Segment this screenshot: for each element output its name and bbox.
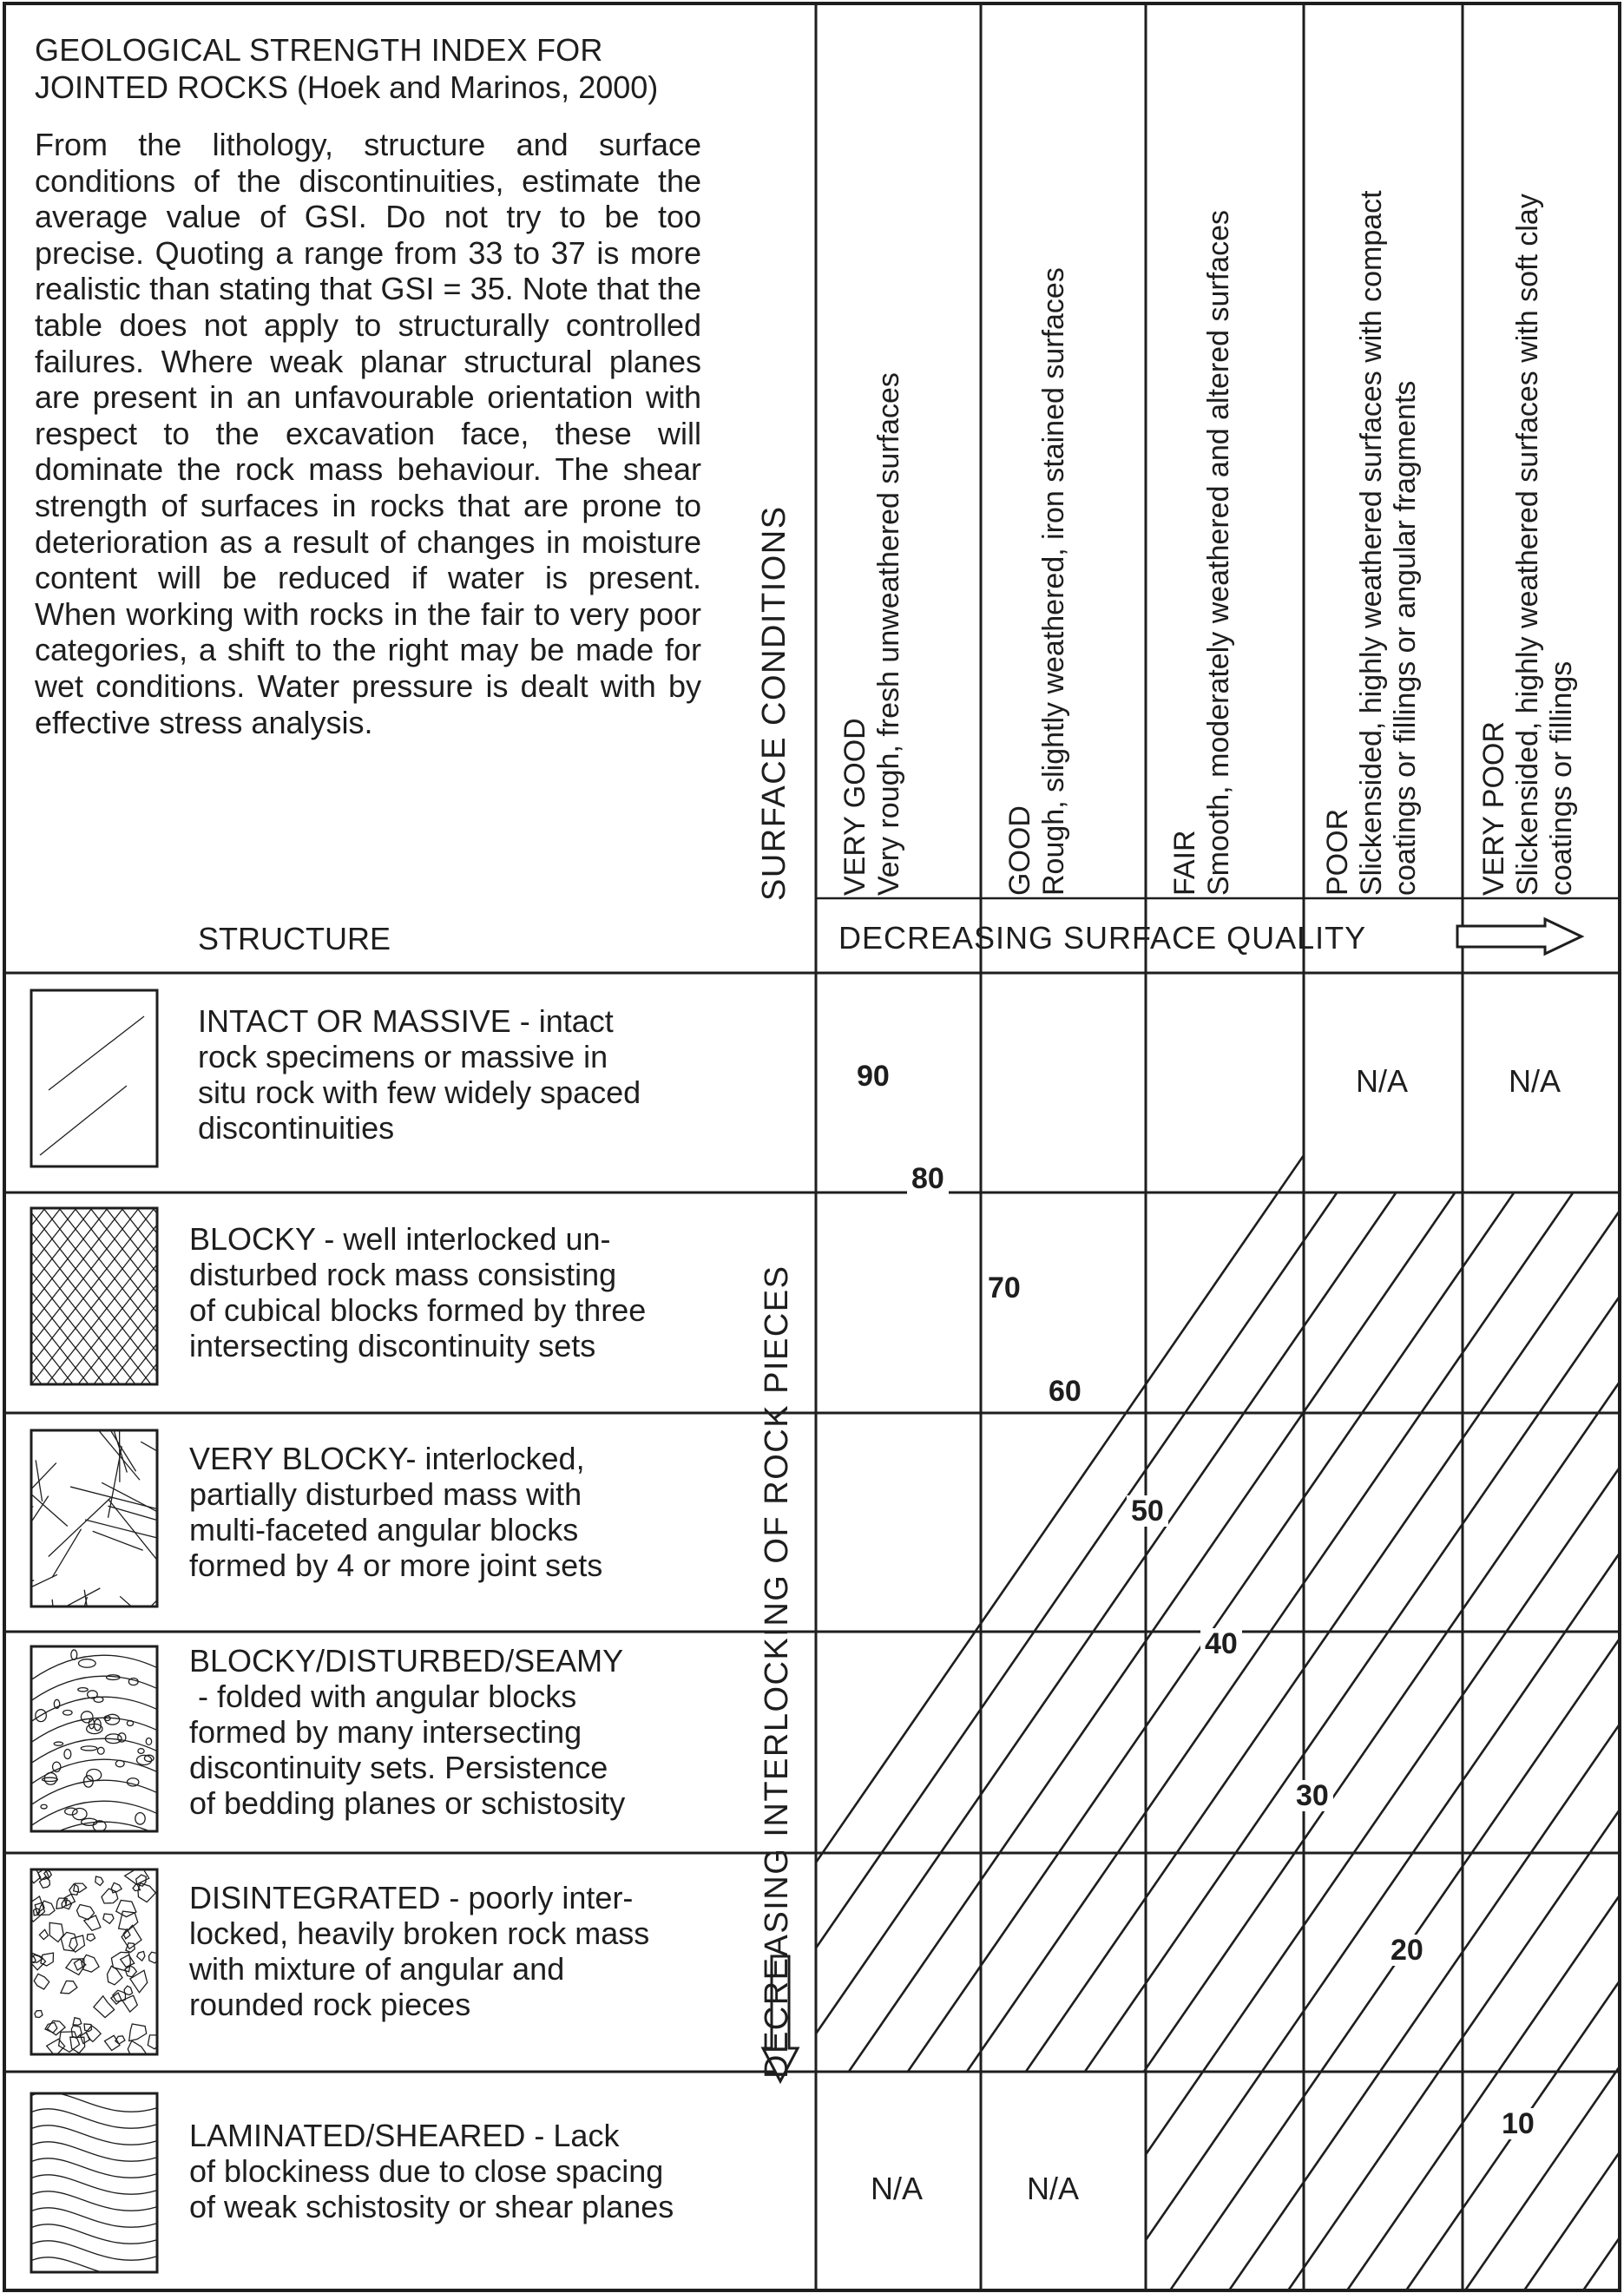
seamy-block: [41, 1804, 47, 1809]
structure-intact-line-2: rock specimens or massive in: [198, 1039, 608, 1074]
gsi-contour-60: 60: [1044, 1376, 1086, 1407]
right-arrow-icon: [1457, 919, 1581, 954]
seamy-block: [128, 1678, 138, 1685]
blocky-joint-line: [16, 1208, 155, 1384]
structure-laminated-line-1: LAMINATED/SHEARED - Lack: [189, 2118, 620, 2153]
structure-laminated-sheared: [189, 2118, 674, 2224]
seamy-block: [63, 1710, 72, 1715]
gsi-contour-80: 80: [907, 1163, 949, 1194]
disintegrated-fragment: [121, 1955, 135, 1967]
blocky-joint-line: [59, 1208, 198, 1384]
seamy-fold-line: [27, 1738, 161, 1766]
blocky-joint-line: [0, 1208, 89, 1384]
structure-thumbnail-5: [23, 1866, 161, 2059]
blocky-joint-line: [0, 1208, 139, 1384]
disintegrated-fragment: [61, 1981, 77, 1994]
disintegrated-fragment: [137, 1951, 145, 1961]
column-fair-desc: Smooth, moderately weathered and altered surfaces: [1202, 209, 1235, 896]
structure-seamy-line-5: of bedding planes or schistosity: [189, 1785, 626, 1821]
blocky-joint-line: [47, 1208, 186, 1384]
title-jointed-rocks: JOINTED ROCKS: [35, 69, 289, 105]
gsi-contour-10: 10: [1497, 2108, 1539, 2139]
column-fair-category: FAIR: [1168, 830, 1201, 896]
structure-very-blocky-line-2: partially disturbed mass with: [189, 1476, 582, 1512]
seamy-block: [78, 1688, 88, 1692]
structure-blocky-disturbed-seamy: [189, 1643, 625, 1821]
disintegrated-fragment: [103, 1914, 114, 1923]
disintegrated-fragment: [39, 1929, 48, 1939]
column-very-good: [838, 372, 906, 896]
seamy-block: [64, 1749, 71, 1758]
disintegrated-fragment: [87, 2026, 102, 2042]
very-blocky-joint-line: [49, 1498, 111, 1557]
thumbnail-pattern: [27, 1650, 161, 1850]
thumbnail-frame: [31, 990, 157, 1166]
disintegrated-fragment: [124, 1986, 132, 1994]
structure-thumbnails: [0, 990, 404, 2293]
structure-seamy-line-1: BLOCKY/DISTURBED/SEAMY: [189, 1643, 624, 1679]
disintegrated-fragment: [129, 2024, 147, 2041]
very-blocky-joint-line: [0, 1574, 57, 1622]
structure-seamy-line-4: discontinuity sets. Persistence: [189, 1750, 608, 1785]
very-blocky-joint-line: [56, 1614, 119, 1616]
blocky-joint-line: [43, 1208, 182, 1384]
seamy-fold-line: [27, 1780, 161, 1808]
disintegrated-fragment: [35, 2011, 43, 2018]
disintegrated-fragment: [102, 1889, 118, 1903]
seamy-block: [81, 1712, 93, 1723]
structure-disintegrated-line-3: with mixture of angular and: [189, 1951, 565, 1987]
disintegrated-fragment: [94, 1996, 115, 2018]
column-very-poor-desc-1: Slickensided, highly weathered surfaces with soft clay: [1511, 194, 1544, 896]
seamy-block: [53, 1762, 61, 1771]
very-blocky-joint-line: [0, 1496, 49, 1574]
disintegrated-fragment: [148, 2035, 161, 2049]
very-blocky-joint-line: [168, 1482, 181, 1554]
structure-disintegrated: [189, 1880, 649, 2022]
structure-thumbnail-6: [27, 2093, 161, 2293]
na-intact-poor: N/A: [1356, 1063, 1409, 1099]
title-line-1: GEOLOGICAL STRENGTH INDEX FOR: [35, 32, 603, 68]
thumbnail-pattern: [27, 2093, 161, 2293]
structure-disintegrated-line-4: rounded rock pieces: [189, 1987, 471, 2022]
seamy-block: [137, 1755, 152, 1764]
column-very-good-desc: Very rough, fresh unweathered surfaces: [872, 372, 905, 896]
blocky-joint-line: [31, 1208, 170, 1384]
seamy-block: [146, 1738, 151, 1745]
seamy-block: [71, 1650, 77, 1659]
column-poor: [1321, 190, 1423, 896]
structure-very-blocky-line-1: VERY BLOCKY- interlocked,: [189, 1441, 585, 1476]
seamy-block: [79, 1659, 96, 1668]
structure-blocky-line-4: intersecting discontinuity sets: [189, 1328, 596, 1363]
disintegrated-fragment: [23, 1896, 45, 1922]
seamy-block: [94, 1697, 103, 1702]
disintegrated-fragment: [73, 2018, 82, 2026]
seamy-fold-line: [27, 1655, 161, 1683]
structure-blocky: [189, 1221, 646, 1363]
very-blocky-joint-line: [41, 1421, 76, 1430]
gsi-contour-90: 90: [852, 1061, 894, 1092]
na-laminated-good: N/A: [1027, 2171, 1080, 2206]
disintegrated-fragment: [84, 1915, 101, 1930]
column-fair: [1168, 210, 1236, 896]
very-blocky-joint-line: [102, 1482, 186, 1527]
thumbnail-frame: [31, 1430, 157, 1606]
structure-blocky-line-2: disturbed rock mass consisting: [189, 1257, 617, 1292]
gsi-contour-70: 70: [983, 1272, 1025, 1304]
structure-intact-line-1: INTACT OR MASSIVE - intact: [198, 1003, 614, 1039]
structure-very-blocky: [189, 1441, 602, 1583]
decreasing-surface-quality-label: DECREASING SURFACE QUALITY: [838, 920, 1367, 956]
column-poor-desc-1: Slickensided, highly weathered surfaces with compact: [1355, 190, 1388, 896]
disintegrated-fragment: [111, 1993, 122, 2004]
very-blocky-joint-line: [93, 1531, 143, 1550]
column-very-poor-desc-2: coatings or fillings: [1545, 660, 1578, 896]
seamy-block: [54, 1742, 62, 1745]
structure-very-blocky-line-4: formed by 4 or more joint sets: [189, 1547, 603, 1583]
disintegrated-fragment: [95, 1876, 103, 1885]
disintegrated-fragment: [128, 2040, 147, 2059]
disintegrated-fragment: [130, 1970, 148, 1993]
very-blocky-joint-line: [52, 1529, 82, 1578]
structure-thumbnail-3: [0, 1418, 215, 1673]
disintegrated-fragment: [116, 1901, 136, 1917]
na-intact-very-poor: N/A: [1509, 1063, 1562, 1099]
seamy-block: [135, 1813, 145, 1824]
structure-very-blocky-line-3: multi-faceted angular blocks: [189, 1512, 579, 1547]
structure-intact-line-4: discontinuities: [198, 1110, 395, 1146]
column-very-poor-category: VERY POOR: [1477, 721, 1510, 896]
structure-disintegrated-line-2: locked, heavily broken rock mass: [189, 1915, 650, 1951]
structure-laminated-line-2: of blockiness due to close spacing: [189, 2153, 664, 2189]
chart-title: [35, 31, 781, 106]
seamy-fold-line: [27, 1822, 161, 1850]
blocky-joint-line: [0, 1208, 123, 1384]
column-good: [1003, 267, 1071, 896]
seamy-block: [81, 1746, 97, 1751]
structure-intact-massive: [198, 1003, 641, 1146]
structure-thumbnail-1: [31, 990, 157, 1166]
structure-seamy-line-3: formed by many intersecting: [189, 1714, 582, 1750]
surface-conditions-label: SURFACE CONDITIONS: [756, 505, 792, 901]
disintegrated-fragment: [34, 1974, 49, 1989]
decreasing-interlocking-label: DECREASING INTERLOCKING OF ROCK PIECES: [759, 1265, 795, 2079]
seamy-block: [44, 1773, 56, 1785]
column-good-desc: Rough, slightly weathered, iron stained surfaces: [1037, 267, 1070, 896]
column-good-category: GOOD: [1003, 805, 1036, 896]
very-blocky-joint-line: [0, 1423, 43, 1444]
disintegrated-fragment: [122, 1995, 137, 2012]
column-very-poor: [1477, 194, 1579, 896]
seamy-block: [127, 1778, 138, 1786]
column-poor-category: POOR: [1321, 808, 1354, 896]
title-citation: (Hoek and Marinos, 2000): [297, 69, 659, 105]
structure-laminated-line-3: of weak schistosity or shear planes: [189, 2189, 674, 2224]
structure-intact-line-3: situ rock with few widely spaced: [198, 1074, 641, 1110]
structure-disintegrated-line-1: DISINTEGRATED - poorly inter-: [189, 1880, 634, 1915]
seamy-block: [115, 1760, 124, 1767]
very-blocky-joint-line: [70, 1487, 174, 1514]
gsi-contour-30: 30: [1292, 1780, 1333, 1811]
disintegrated-fragment: [111, 1882, 122, 1893]
structure-blocky-line-1: BLOCKY - well interlocked un-: [189, 1221, 611, 1257]
disintegrated-fragment: [41, 1953, 54, 1966]
gsi-contour-20: 20: [1386, 1935, 1428, 1966]
thumbnail-frame: [31, 2093, 157, 2272]
seamy-block: [97, 1747, 104, 1754]
structure-thumbnail-4: [27, 1646, 161, 1850]
intact-joint-line: [40, 1086, 127, 1155]
gsi-contour-50: 50: [1127, 1495, 1168, 1527]
very-blocky-joint-line: [108, 1500, 168, 1574]
disintegrated-fragment: [87, 1934, 95, 1941]
thumbnail-pattern: [40, 1016, 144, 1155]
blocky-joint-line: [0, 1208, 92, 1384]
seamy-block: [138, 1749, 144, 1754]
disintegrated-fragment: [47, 2020, 65, 2035]
na-laminated-very-good: N/A: [871, 2171, 924, 2206]
structure-blocky-line-3: of cubical blocks formed by three: [189, 1292, 647, 1328]
structure-seamy-line-2: - folded with angular blocks: [189, 1679, 577, 1714]
intro-paragraph: From the lithology, structure and surface conditions of the discontinuities, estimate the average value of GSI. Do not try to be too precise. Quoting a range from 33 to 37 is more realistic than stating that GSI = 35. Note that the table does not apply to structurally controlled failures. Where weak planar structural planes are present in an unfavourable orientation with respect to the excavation face, these will dominate the rock mass behaviour. The shear strength of surfaces in rocks that are prone to deterioration as a result of changes in moisture content will be reduced if water is present. When working with rocks in the fair to very poor categories, a shift to the right may be made for wet conditions. Water pressure is dealt with by effective stress analysis.: [35, 127, 701, 740]
seamy-block: [87, 1769, 102, 1780]
gsi-contour-40: 40: [1200, 1628, 1242, 1659]
thumbnail-pattern: [23, 1866, 161, 2059]
structure-header: STRUCTURE: [198, 921, 391, 956]
blocky-joint-line: [62, 1208, 201, 1384]
column-poor-desc-2: coatings or fillings or angular fragments: [1389, 380, 1422, 896]
column-very-good-category: VERY GOOD: [838, 718, 871, 896]
intact-joint-line: [49, 1016, 144, 1090]
title-line-2: [35, 69, 781, 106]
